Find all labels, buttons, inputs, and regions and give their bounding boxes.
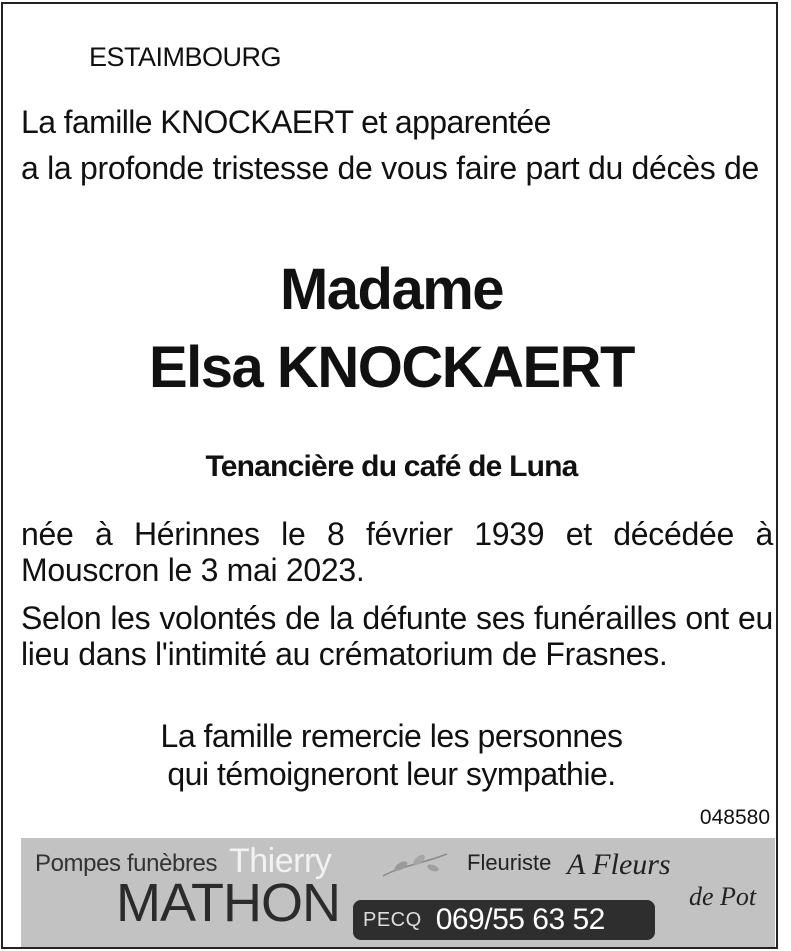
funeral-text: Selon les volontés de la défunte ses funérailles ont eu lieu dans l'intimité au crématorium de Frasnes. [21, 600, 773, 672]
leaf-icon [381, 846, 451, 886]
reference-number: 048580 [699, 806, 770, 829]
family-line: La famille KNOCKAERT et apparentée [21, 104, 551, 140]
funeral-director-last-name: MATHON [116, 873, 340, 933]
birth-death-text: née à Hérinnes le 8 février 1939 et décédée à Mouscron le 3 mai 2023. [21, 516, 773, 588]
deceased-occupation: Tenancière du café de Luna [205, 450, 578, 483]
city-label: PECQ [363, 908, 422, 931]
thanks-block [3, 717, 778, 793]
deceased-title: Madame [279, 257, 504, 322]
florist-logo-line-1: A Fleurs [567, 848, 671, 881]
phone-box [353, 900, 655, 940]
town-heading: ESTAIMBOURG [89, 42, 282, 72]
obituary-notice [1, 2, 778, 949]
thanks-line-2: qui témoigneront leur sympathie. [167, 756, 616, 792]
florist-logo-line-2: de Pot [689, 882, 757, 911]
intro-text: a la profonde tristesse de vous faire part du décès de [21, 150, 760, 186]
advertiser-banner [21, 838, 775, 949]
fleuriste-label: Fleuriste [467, 850, 552, 875]
funeral-director-first-name: Thierry [229, 842, 332, 880]
thanks-line-1: La famille remercie les personnes [160, 718, 623, 754]
phone-number: 069/55 63 52 [435, 903, 605, 936]
deceased-name: Elsa KNOCKAERT [149, 335, 634, 400]
pompes-funebres-label: Pompes funèbres [35, 850, 218, 877]
